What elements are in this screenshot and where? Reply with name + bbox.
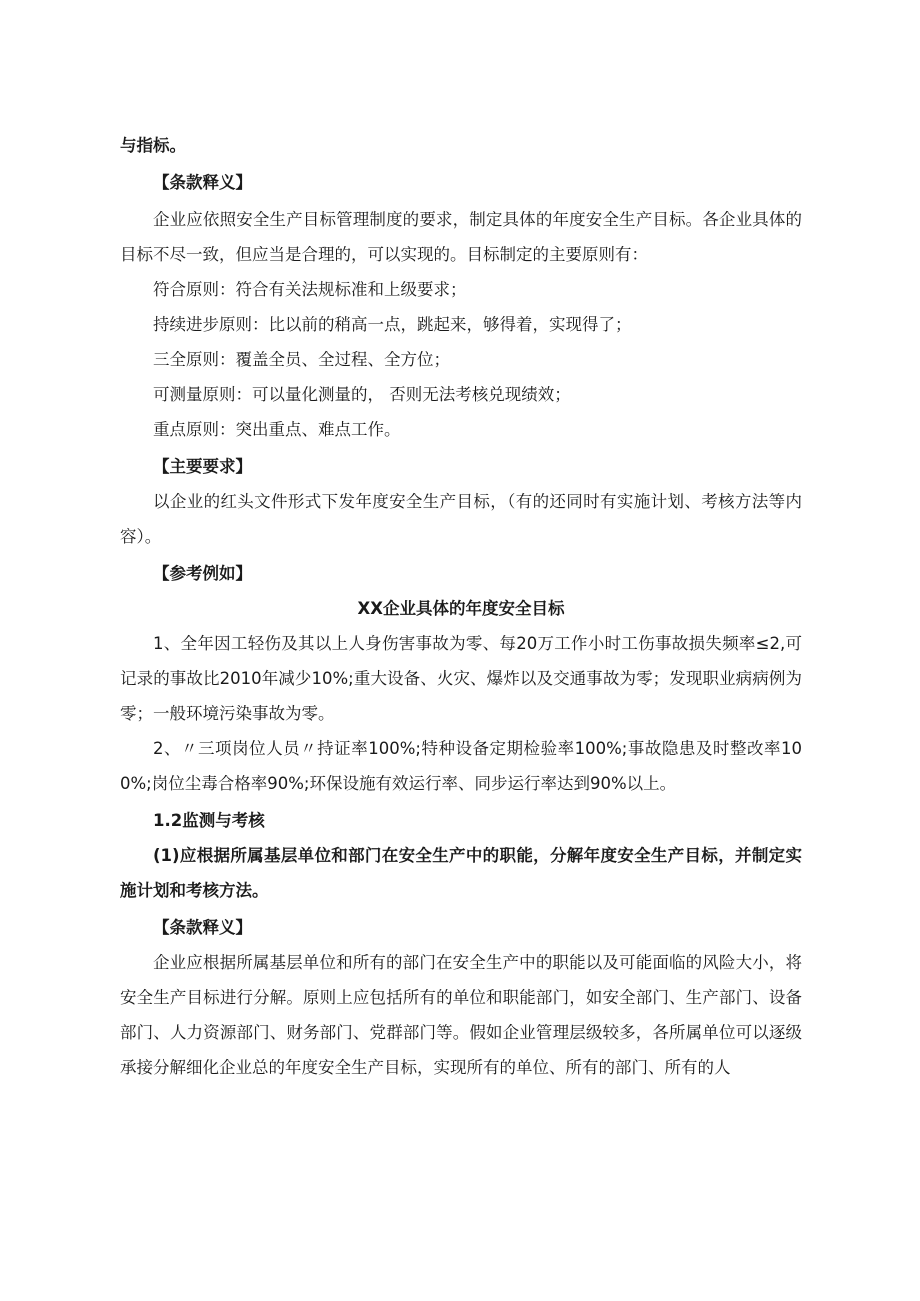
interpretation-paragraph: 企业应根据所属基层单位和所有的部门在安全生产中的职能以及可能面临的风险大小，将安全生产目标进行分解。原则上应包括所有的单位和职能部门，如安全部门、生产部门、设备部门、人力资源部门、财务部门、党群部门等。假如企业管理层级较多，各所属单位可以逐级承接分解细化企业总的年度安全生产目标，实现所有的单位、所有的部门、所有的人: [120, 953, 802, 1077]
clause-text: (1)应根据所属基层单位和部门在安全生产中的职能，分解年度安全生产目标，并制定实施计划和考核方法。: [120, 846, 802, 900]
section-heading: 1.2监测与考核: [153, 811, 265, 830]
example-item: 2、〃三项岗位人员〃持证率100%;特种设备定期检验率100%;事故隐患及时整改率100%;岗位尘毒合格率90%;环保设施有效运行率、同步运行率达到90%以上。: [120, 739, 802, 793]
principle-item: 三全原则：覆盖全员、全过程、全方位；: [153, 350, 450, 369]
heading-interpretation: 【条款释义】: [153, 918, 252, 937]
continuation-text: 与指标。: [120, 136, 186, 155]
example-item: 1、全年因工轻伤及其以上人身伤害事故为零、每20万工作小时工伤事故损失频率≤2,可记录的事故比2010年减少10%;重大设备、火灾、爆炸以及交通事故为零；发现职业病病例为零；一般环境污染事故为零。: [120, 634, 802, 723]
heading-example: 【参考例如】: [153, 564, 252, 583]
heading-requirements: 【主要要求】: [153, 457, 252, 476]
requirements-paragraph: 以企业的红头文件形式下发年度安全生产目标，（有的还同时有实施计划、考核方法等内容）。: [120, 492, 802, 546]
principle-item: 可测量原则：可以量化测量的， 否则无法考核兑现绩效；: [153, 385, 571, 404]
principle-item: 符合原则：符合有关法规标准和上级要求；: [153, 280, 467, 299]
principle-item: 持续进步原则：比以前的稍高一点，跳起来，够得着，实现得了；: [153, 315, 632, 334]
heading-interpretation: 【条款释义】: [153, 173, 252, 192]
interpretation-paragraph: 企业应依照安全生产目标管理制度的要求，制定具体的年度安全生产目标。各企业具体的目标不尽一致，但应当是合理的，可以实现的。目标制定的主要原则有：: [120, 210, 802, 264]
example-title: XX企业具体的年度安全目标: [357, 599, 565, 618]
principle-item: 重点原则：突出重点、难点工作。: [153, 420, 401, 439]
